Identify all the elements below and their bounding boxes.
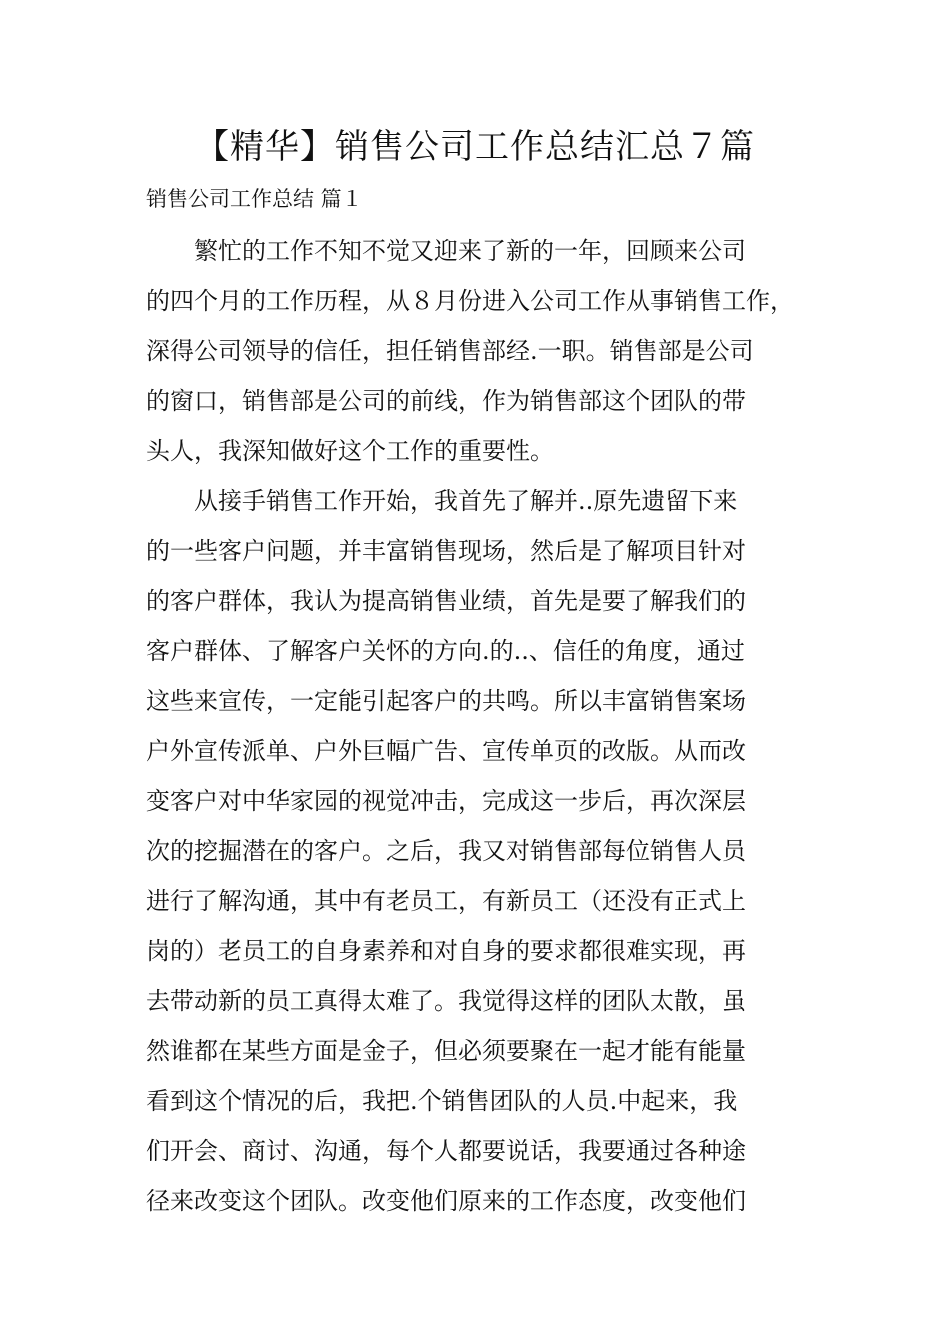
paragraph-line: 头人，我深知做好这个工作的重要性。	[146, 437, 554, 465]
paragraph-line: 去带动新的员工真得太难了。我觉得这样的团队太散，虽	[146, 987, 746, 1015]
paragraph-line: 看到这个情况的后，我把.个销售团队的人员.中起来，我	[146, 1087, 738, 1115]
paragraph-line: 的客户群体，我认为提高销售业绩，首先是要了解我们的	[146, 587, 746, 615]
paragraph-line: 们开会、商讨、沟通，每个人都要说话，我要通过各种途	[146, 1137, 746, 1165]
paragraph-line: 进行了解沟通，其中有老员工，有新员工（还没有正式上	[146, 887, 746, 915]
paragraph-line: 的四个月的工作历程，从８月份进入公司工作从事销售工作，	[146, 287, 794, 315]
paragraph-line: 从接手销售工作开始，我首先了解并..原先遗留下来	[194, 487, 738, 515]
paragraph-line: 这些来宣传，一定能引起客户的共鸣。所以丰富销售案场	[146, 687, 746, 715]
paragraph-line: 变客户对中华家园的视觉冲击，完成这一步后，再次深层	[146, 787, 746, 815]
paragraph-1	[146, 226, 808, 476]
document-title: 【精华】销售公司工作总结汇总７篇	[195, 127, 755, 167]
section-heading: 销售公司工作总结 篇１	[146, 187, 363, 211]
paragraph-line: 次的挖掘潜在的客户。之后，我又对销售部每位销售人员	[146, 837, 746, 865]
paragraph-line: 繁忙的工作不知不觉又迎来了新的一年，回顾来公司	[194, 237, 746, 265]
paragraph-2	[146, 476, 808, 1226]
paragraph-line: 的窗口，销售部是公司的前线，作为销售部这个团队的带	[146, 387, 746, 415]
paragraph-line: 户外宣传派单、户外巨幅广告、宣传单页的改版。从而改	[146, 737, 746, 765]
paragraph-line: 深得公司领导的信任，担任销售部经.一职。销售部是公司	[146, 337, 754, 365]
paragraph-line: 岗的）老员工的自身素养和对自身的要求都很难实现，再	[146, 937, 746, 965]
paragraph-line: 的一些客户问题，并丰富销售现场，然后是了解项目针对	[146, 537, 746, 565]
paragraph-line: 客户群体、了解客户关怀的方向.的..、信任的角度，通过	[146, 637, 745, 665]
paragraph-line: 径来改变这个团队。改变他们原来的工作态度，改变他们	[146, 1187, 746, 1215]
paragraph-line: 然谁都在某些方面是金子，但必须要聚在一起才能有能量	[146, 1037, 746, 1065]
